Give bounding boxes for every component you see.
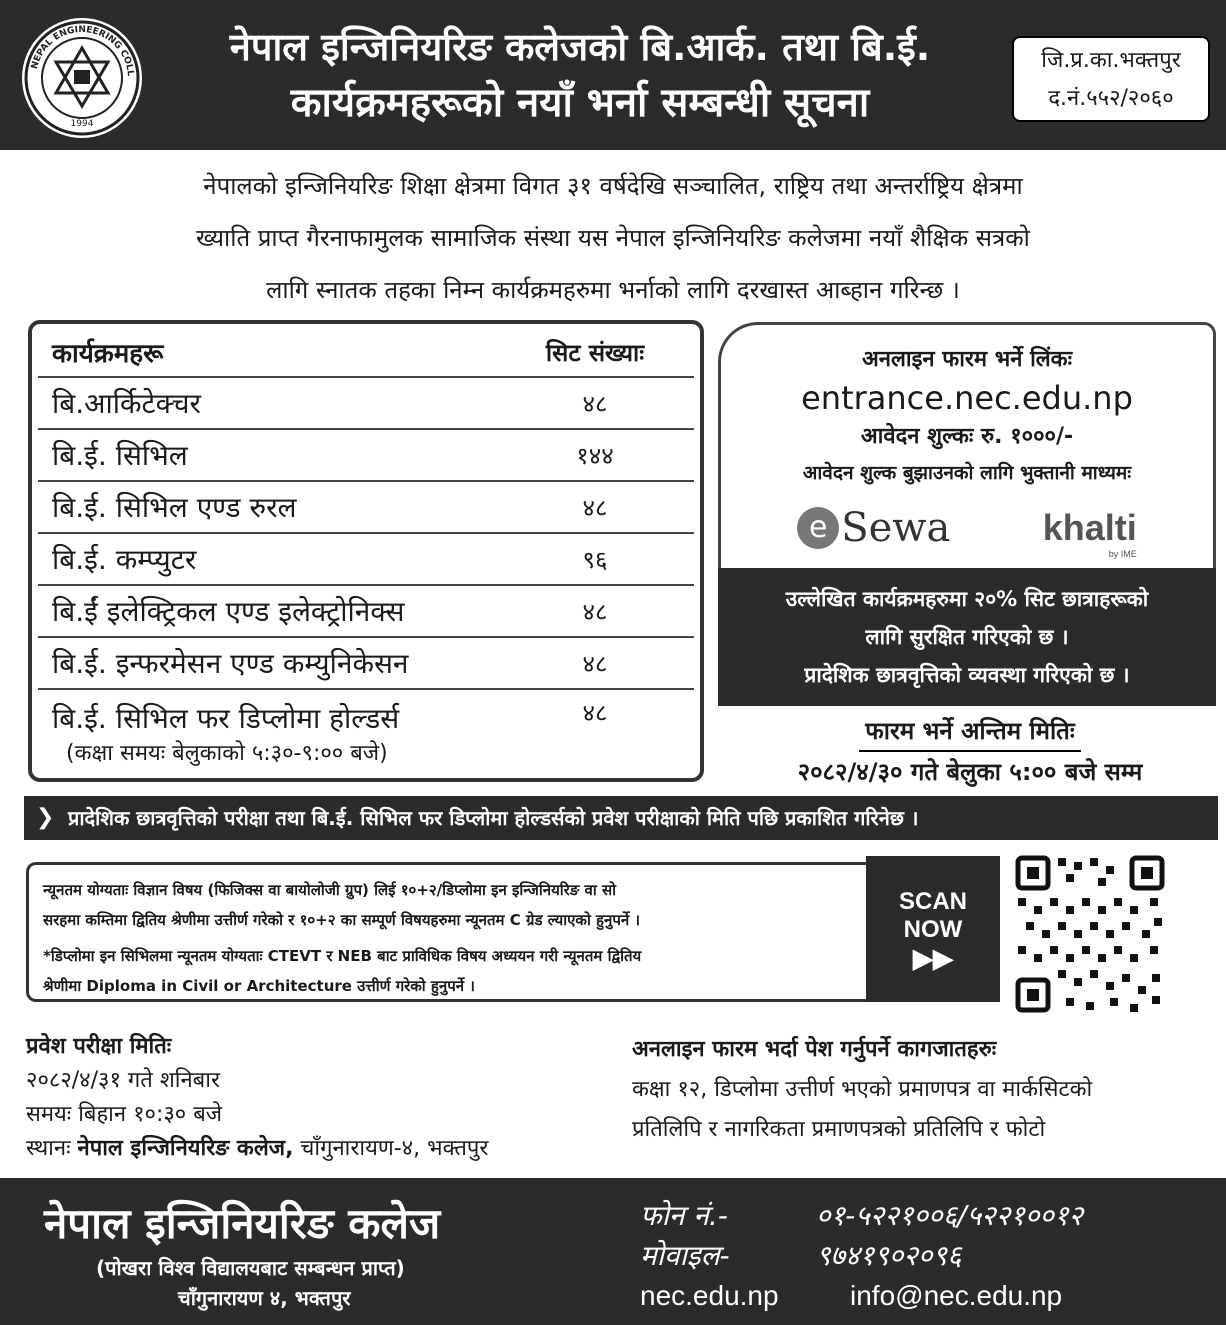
phone-number[interactable]: ०१-५२२१००६/५२२१००१२ (816, 1199, 1084, 1232)
program-name: बि.ई. सिभिल एण्ड रुरल (52, 491, 297, 524)
college-logo (22, 18, 142, 138)
table-row (38, 482, 694, 534)
footer-band (0, 1178, 1226, 1325)
phone-label: फोन नं.- (640, 1199, 728, 1232)
entrance-url-link[interactable]: entrance.nec.edu.np (801, 379, 1133, 417)
college-address: चाँगुनारायण ४, भक्तपुर (178, 1286, 351, 1310)
website-link[interactable]: nec.edu.np (640, 1280, 779, 1311)
application-fee: आवेदन शुल्कः रु. १०००/- (860, 424, 1074, 449)
header-seats: सिट संख्याः (545, 338, 645, 367)
program-name: बि.ई. सिभिल (52, 439, 188, 472)
registration-number: द.नं.५५२/२०६० (1048, 86, 1174, 111)
mobile-label: मोवाइल- (640, 1239, 730, 1272)
diploma-qualification-line: *डिप्लोमा इन सिभिलमा न्यूनतम योग्यताः CTEVT र NEB बाट प्राविधिक विषय अध्ययन गरी न्यूनतम द्वितिय (43, 947, 642, 965)
payment-logos (721, 505, 1213, 559)
diploma-qualification-line: श्रेणीमा Diploma in Civil or Architecture उत्तीर्ण गरेको हुनुपर्ने । (43, 977, 475, 995)
play-arrows-icon: ▶▶ (913, 943, 953, 973)
program-name: बि.ई. इन्फरमेसन एण्ड कम्युनिकेसन (52, 647, 409, 680)
table-row (38, 638, 694, 690)
logo-text: NEPAL ENGINEERING COLL (29, 25, 136, 77)
program-seats: १४४ (576, 441, 614, 470)
program-seats: ४८ (582, 699, 608, 727)
email-link[interactable]: info@nec.edu.np (850, 1280, 1063, 1311)
scan-now-tab (866, 856, 1000, 1002)
esewa-e-icon: e (797, 507, 839, 549)
program-seats: ९६ (582, 545, 608, 574)
entrance-exam-info (26, 1030, 626, 1166)
table-row (38, 586, 694, 638)
qualification-line: न्यूनतम योग्यताः विज्ञान विषय (फिजिक्स वा बायोलोजी ग्रुप) लिई १०+२/डिप्लोमा इन इन्जिनियरिङ वा सो (43, 881, 617, 899)
header-program: कार्यक्रमहरू (52, 339, 164, 369)
exam-date-label: प्रवेश परीक्षा मितिः (26, 1034, 172, 1059)
program-seats: ४८ (582, 649, 608, 678)
intro-line: लागि स्नातक तहका निम्न कार्यक्रमहरुमा भर्नाको लागि दरखास्त आब्हान गरिन्छ । (266, 276, 960, 304)
college-name: नेपाल इन्जिनियरिङ कलेज (44, 1199, 441, 1248)
program-name: बि.आर्किटेक्चर (52, 387, 201, 420)
program-name: बि.ई. सिभिल फर डिप्लोमा होल्डर्स (52, 702, 400, 735)
documents-line: कक्षा १२, डिप्लोमा उत्तीर्ण भएको प्रमाणपत्र वा मार्कसिटको (632, 1077, 1093, 1102)
program-seats: ४८ (582, 389, 608, 418)
online-link-label: अनलाइन फारम भर्ने लिंकः (861, 347, 1073, 372)
registration-box (1012, 36, 1210, 122)
contact-info (640, 1196, 1083, 1316)
deadline-date: २०८२/४/३० गते बेलुका ५:०० बजे सम्म (797, 758, 1143, 786)
form-deadline (720, 712, 1220, 792)
header-band (0, 0, 1226, 150)
scan-label: SCAN (898, 888, 967, 915)
required-documents (632, 1030, 1222, 1150)
qualification-box (26, 862, 880, 1002)
intro-line: नेपालको इन्जिनियरिङ शिक्षा क्षेत्रमा विगत ३१ वर्षदेखि सञ्चालित, राष्ट्रिय तथा अन्तर्राष्ट्रिय क्षेत्रमा (203, 172, 1023, 200)
khalti-text: khalti (1042, 507, 1137, 548)
venue-label: स्थानः (26, 1136, 78, 1161)
table-header-row (38, 328, 694, 378)
qualification-line: सरहमा कम्तिमा द्वितिय श्रेणीमा उत्तीर्ण गरेको र १०+२ का सम्पूर्ण विषयहरुमा न्यूनतम C ग्रेड ल्याएको हुनुपर्ने । (43, 911, 641, 929)
program-name: बि.ई. कम्प्युटर (52, 543, 197, 576)
announcement-bar (24, 796, 1218, 840)
program-name: बि.ईं इलेक्ट्रिकल एण्ड इलेक्ट्रोनिक्स (52, 595, 405, 628)
now-label: NOW (903, 916, 963, 943)
khalti-by-ime: by IME (1108, 549, 1137, 559)
table-row (38, 534, 694, 586)
program-seats: ४८ (582, 597, 608, 626)
web-row (640, 1276, 1083, 1316)
title-line-1: नेपाल इन्जिनियरिङ कलेजको बि.आर्क. तथा बि.ई. (229, 25, 931, 69)
reservation-line: उल्लेखित कार्यक्रमहरुमा २०% सिट छात्राहरूको (785, 587, 1149, 611)
chevron-right-icon: ❯ (36, 805, 55, 830)
venue-name: नेपाल इन्जिनियरिङ कलेज, (77, 1136, 294, 1161)
page-title (160, 20, 1000, 132)
scholarship-line: प्रादेशिक छात्रवृत्तिको व्यवस्था गरिएको छ । (804, 663, 1130, 687)
documents-line: प्रतिलिपि र नागरिकता प्रमाणपत्रको प्रतिलिपि र फोटो (632, 1117, 1046, 1142)
exam-time: समयः बिहान १०:३० बजे (26, 1102, 223, 1127)
documents-label: अनलाइन फारम भर्दा पेश गर्नुपर्ने कागजातहरुः (632, 1037, 997, 1062)
logo-emblem-icon (22, 18, 142, 138)
reservation-line: लागि सुरक्षित गरिएको छ । (865, 625, 1069, 649)
deadline-label: फारम भर्ने अन्तिम मितिः (859, 712, 1080, 752)
mobile-row (640, 1236, 1083, 1276)
affiliation: (पोखरा विश्व विद्यालयबाट सम्बन्धन प्राप्त) (96, 1256, 405, 1280)
khalti-logo (1042, 507, 1137, 559)
program-seats: ४८ (582, 493, 608, 522)
esewa-logo (797, 505, 950, 551)
esewa-text: Sewa (841, 505, 951, 551)
title-line-2: कार्यक्रमहरूको नयाँ भर्ना सम्बन्धी सूचना (290, 80, 870, 126)
exam-date: २०८२/४/३१ गते शनिबार (26, 1068, 220, 1093)
registration-office: जि.प्र.का.भक्तपुर (1041, 48, 1181, 73)
logo-year: 1994 (70, 119, 94, 129)
venue-address: चाँगुनारायण-४, भक्तपुर (293, 1136, 489, 1161)
intro-line: ख्याति प्राप्त गैरनाफामुलक सामाजिक संस्था यस नेपाल इन्जिनियरिङ कलेजमा नयाँ शैक्षिक सत्रको (196, 224, 1030, 252)
online-form-box (718, 322, 1216, 568)
exam-venue (26, 1132, 626, 1166)
table-row (38, 690, 694, 776)
qr-code[interactable] (1012, 852, 1168, 1016)
mobile-number[interactable]: ९७४१९०२०९६ (816, 1239, 962, 1272)
table-row (38, 378, 694, 430)
phone-row (640, 1196, 1083, 1236)
class-time-note: (कक्षा समयः बेलुकाको ५:३०-९:०० बजे) (66, 741, 388, 766)
payment-method-label: आवेदन शुल्क बुझाउनको लागि भुक्तानी माध्यमः (802, 462, 1132, 484)
intro-paragraph (10, 160, 1216, 316)
announcement-text: प्रादेशिक छात्रवृत्तिको परीक्षा तथा बि.ई. सिभिल फर डिप्लोमा होल्डर्सको प्रवेश परीक्षाको मिति पछि प्रकाशित गरिनेछ । (68, 806, 919, 830)
table-row (38, 430, 694, 482)
programs-table (28, 320, 704, 782)
reservation-notice (718, 568, 1216, 706)
